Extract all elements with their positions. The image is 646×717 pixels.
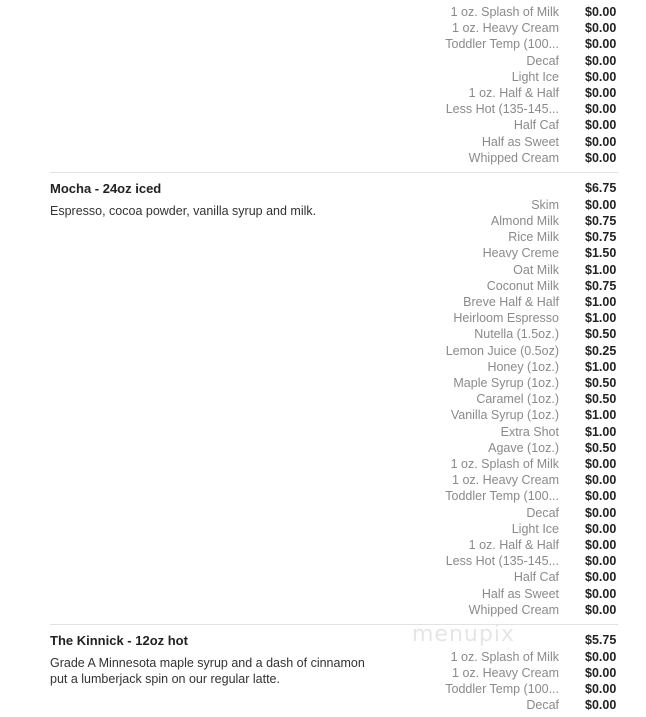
modifier-label: Lemon Juice (0.5oz)	[445, 343, 559, 358]
modifier-row	[0, 697, 646, 713]
modifier-label: Half Caf	[513, 118, 559, 133]
modifier-price: $0.00	[585, 21, 617, 36]
modifier-price: $1.00	[585, 294, 617, 309]
modifier-label: 1 oz. Half & Half	[468, 537, 559, 552]
modifier-price: $0.00	[585, 150, 617, 165]
modifier-label: 1 oz. Splash of Milk	[450, 649, 559, 664]
modifier-row	[0, 262, 646, 278]
modifier-row	[0, 375, 646, 391]
modifier-row	[0, 20, 646, 36]
modifier-label: Decaf	[526, 53, 559, 68]
modifier-row	[0, 294, 646, 310]
modifier-price: $0.00	[585, 456, 617, 471]
modifier-price: $0.00	[585, 554, 617, 569]
modifier-row	[0, 36, 646, 52]
modifier-label: Nutella (1.5oz.)	[474, 327, 559, 342]
modifier-price: $1.50	[585, 246, 617, 261]
modifier-row	[0, 245, 646, 261]
modifier-row	[0, 53, 646, 69]
modifier-row	[0, 602, 646, 618]
modifier-label: Agave (1oz.)	[488, 440, 559, 455]
modifier-label: 1 oz. Splash of Milk	[450, 456, 559, 471]
modifier-price: $0.00	[585, 682, 617, 696]
modifier-price: $0.00	[585, 698, 617, 713]
modifier-price: $0.00	[585, 134, 617, 149]
menu-item-name: The Kinnick - 12oz hot	[50, 632, 188, 648]
modifier-label: 1 oz. Heavy Cream	[452, 473, 559, 488]
modifier-label: Half as Sweet	[481, 134, 559, 149]
modifier-label: Extra Shot	[500, 424, 559, 439]
modifier-label: Breve Half & Half	[463, 294, 559, 309]
modifier-label: Skim	[531, 197, 559, 212]
modifier-price: $0.00	[585, 505, 617, 520]
modifier-row	[0, 681, 646, 697]
modifier-label: Vanilla Syrup (1oz.)	[450, 408, 559, 423]
modifier-price: $0.00	[585, 102, 617, 117]
modifier-row	[0, 4, 646, 20]
modifier-price: $0.00	[585, 118, 617, 133]
modifier-price: $0.00	[585, 197, 617, 212]
modifier-label: Less Hot (135-145...	[445, 554, 559, 569]
modifier-price: $0.00	[585, 586, 617, 601]
modifier-row	[0, 150, 646, 166]
modifier-label: Heirloom Espresso	[453, 311, 559, 326]
modifier-row	[0, 440, 646, 456]
modifier-price: $0.50	[585, 392, 617, 407]
modifier-label: 1 oz. Heavy Cream	[452, 665, 559, 680]
modifier-row	[0, 407, 646, 423]
menu-item-description: Espresso, cocoa powder, vanilla syrup and milk.	[50, 204, 317, 218]
modifier-label: Toddler Temp (100...	[445, 682, 559, 696]
modifier-label: 1 oz. Splash of Milk	[450, 5, 559, 19]
modifier-row	[0, 488, 646, 504]
modifier-price: $0.50	[585, 375, 617, 390]
modifier-price: $0.25	[585, 343, 617, 358]
modifier-label: Coconut Milk	[486, 278, 559, 293]
modifier-price: $0.50	[585, 440, 617, 455]
modifier-row	[0, 586, 646, 602]
modifier-label: Toddler Temp (100...	[445, 489, 559, 504]
section-divider	[50, 624, 618, 625]
modifier-price: $0.00	[585, 37, 617, 52]
modifier-row	[0, 85, 646, 101]
menu-item-price: $5.75	[585, 632, 617, 647]
modifier-row	[0, 343, 646, 359]
modifier-label: Heavy Creme	[482, 246, 559, 261]
modifier-price: $0.00	[585, 521, 617, 536]
modifier-price: $1.00	[585, 262, 617, 277]
section-divider	[50, 172, 618, 173]
modifier-price: $0.00	[585, 570, 617, 585]
modifier-price: $0.00	[585, 69, 617, 84]
modifier-label: Whipped Cream	[468, 602, 559, 617]
modifier-row	[0, 424, 646, 440]
modifier-row	[0, 665, 646, 681]
modifier-row	[0, 553, 646, 569]
modifier-row	[0, 456, 646, 472]
modifier-price: $0.00	[585, 473, 617, 488]
modifier-row	[0, 505, 646, 521]
modifier-label: Caramel (1oz.)	[476, 392, 559, 407]
modifier-row	[0, 197, 646, 213]
modifier-row	[0, 521, 646, 537]
menupix-watermark: menupix	[412, 622, 515, 647]
modifier-row	[0, 569, 646, 585]
modifier-row	[0, 649, 646, 665]
modifier-label: Almond Milk	[490, 213, 559, 228]
modifier-price: $1.00	[585, 359, 617, 374]
modifier-label: Oat Milk	[513, 262, 559, 277]
modifier-row	[0, 213, 646, 229]
modifier-row	[0, 359, 646, 375]
modifier-row	[0, 117, 646, 133]
modifier-price: $0.75	[585, 230, 617, 245]
modifier-price: $1.00	[585, 311, 617, 326]
modifier-label: Rice Milk	[508, 230, 559, 245]
modifier-label: Half as Sweet	[481, 586, 559, 601]
menu-item-description: Grade A Minnesota maple syrup and a dash of cinnamon put a lumberjack spin on our regular latte.	[50, 655, 365, 686]
modifier-label: Light Ice	[511, 69, 559, 84]
modifier-price: $0.00	[585, 537, 617, 552]
modifier-row	[0, 134, 646, 150]
modifier-price: $0.00	[585, 665, 617, 680]
modifier-price: $0.00	[585, 489, 617, 504]
modifier-row	[0, 537, 646, 553]
menu-item-name: Mocha - 24oz iced	[50, 181, 162, 196]
modifier-label: Light Ice	[511, 521, 559, 536]
modifier-price: $0.00	[585, 86, 617, 100]
modifier-price: $1.00	[585, 408, 617, 423]
modifier-label: Less Hot (135-145...	[445, 102, 559, 117]
modifier-price: $0.00	[585, 53, 617, 68]
modifier-label: 1 oz. Heavy Cream	[452, 21, 559, 36]
modifier-row	[0, 278, 646, 294]
modifier-label: 1 oz. Half & Half	[468, 86, 559, 100]
modifier-label: Half Caf	[513, 570, 559, 585]
modifier-row	[0, 310, 646, 326]
modifier-price: $0.00	[585, 602, 617, 617]
modifier-label: Toddler Temp (100...	[445, 37, 559, 52]
modifier-label: Decaf	[526, 698, 559, 713]
modifier-label: Whipped Cream	[468, 150, 559, 165]
modifier-price: $0.75	[585, 213, 617, 228]
modifier-price: $1.00	[585, 424, 617, 439]
modifier-row	[0, 391, 646, 407]
modifier-label: Honey (1oz.)	[487, 359, 559, 374]
modifier-label: Maple Syrup (1oz.)	[453, 375, 559, 390]
modifier-price: $0.50	[585, 327, 617, 342]
modifier-row	[0, 326, 646, 342]
modifier-row	[0, 69, 646, 85]
modifier-row	[0, 101, 646, 117]
menu-item-price: $6.75	[585, 181, 617, 195]
modifier-row	[0, 229, 646, 245]
modifier-price: $0.00	[585, 5, 617, 19]
modifier-row	[0, 472, 646, 488]
modifier-price: $0.00	[585, 649, 617, 664]
modifier-label: Decaf	[526, 505, 559, 520]
modifier-price: $0.75	[585, 278, 617, 293]
